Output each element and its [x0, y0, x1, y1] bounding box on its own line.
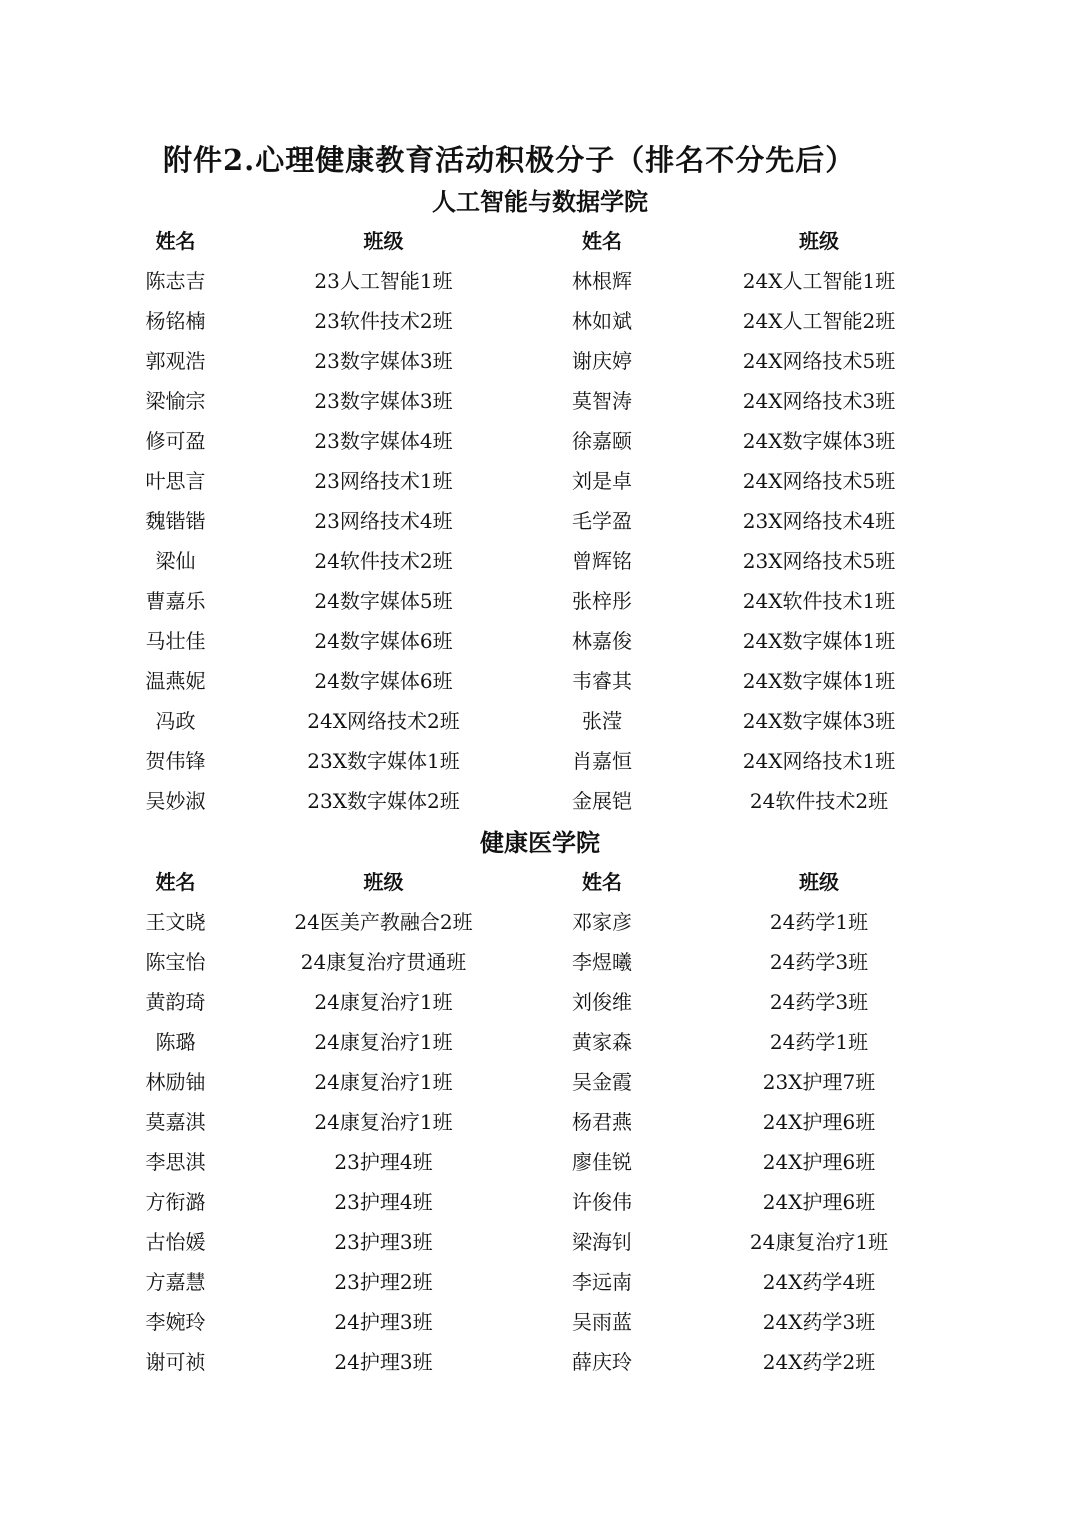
table-row [100, 982, 1060, 1022]
class-name-cell: 24药学3班 [769, 990, 869, 1014]
student-name-cell: 梁海钊 [572, 1230, 632, 1254]
class-name-cell: 24X护理6班 [762, 1110, 876, 1134]
section-title-ai-data: 人工智能与数据学院 [432, 187, 648, 216]
student-name-cell: 黄家森 [572, 1030, 632, 1054]
roster-table-health-medicine [100, 862, 1060, 1382]
class-name-cell: 23护理4班 [334, 1150, 433, 1174]
student-name-cell: 林如斌 [572, 309, 632, 333]
student-name-cell: 李远南 [572, 1270, 632, 1294]
student-name-cell: 梁仙 [155, 549, 196, 573]
class-name-cell: 24X人工智能2班 [742, 309, 896, 333]
table-row [100, 1262, 1060, 1302]
table-row [100, 701, 1060, 741]
class-name-cell: 24数字媒体5班 [314, 589, 453, 613]
student-name-cell: 邓家彦 [572, 910, 632, 934]
class-name-cell: 24X数字媒体1班 [742, 669, 896, 693]
table-row [100, 781, 1060, 821]
table-row [100, 1142, 1060, 1182]
table-row [100, 902, 1060, 942]
document-title: 附件2.心理健康教育活动积极分子（排名不分先后） [163, 143, 856, 177]
table-row [100, 1342, 1060, 1382]
class-name-cell: 23护理3班 [334, 1230, 433, 1254]
student-name-cell: 陈宝怡 [145, 950, 206, 974]
class-name-cell: 24X护理6班 [762, 1150, 876, 1174]
class-name-cell: 23网络技术1班 [314, 469, 453, 493]
class-name-cell: 24X网络技术5班 [742, 349, 896, 373]
student-name-cell: 黄韵琦 [145, 990, 206, 1014]
class-name-cell: 24X网络技术1班 [742, 749, 896, 773]
student-name-cell: 陈璐 [155, 1030, 196, 1054]
student-name-cell: 刘是卓 [572, 469, 632, 493]
student-name-cell: 温燕妮 [145, 669, 206, 693]
class-name-cell: 24药学1班 [769, 1030, 869, 1054]
class-name-cell: 24护理3班 [334, 1310, 433, 1334]
class-name-cell: 23人工智能1班 [314, 269, 453, 293]
table-row [100, 461, 1060, 501]
table-row [100, 942, 1060, 982]
table-row [100, 661, 1060, 701]
column-header-name: 姓名 [582, 870, 622, 894]
table-row [100, 541, 1060, 581]
table-row [100, 1302, 1060, 1342]
column-header-name: 姓名 [582, 229, 622, 253]
class-name-cell: 24康复治疗1班 [314, 1030, 453, 1054]
table-row [100, 381, 1060, 421]
table-row [100, 741, 1060, 781]
student-name-cell: 郭观浩 [145, 349, 206, 373]
student-name-cell: 薛庆玲 [572, 1350, 632, 1374]
student-name-cell: 叶思言 [145, 469, 206, 493]
student-name-cell: 莫嘉淇 [145, 1110, 206, 1134]
student-name-cell: 谢可祯 [145, 1350, 206, 1374]
student-name-cell: 吴金霞 [572, 1070, 632, 1094]
column-header-class: 班级 [363, 229, 404, 253]
class-name-cell: 24数字媒体6班 [314, 629, 453, 653]
student-name-cell: 毛学盈 [572, 509, 632, 533]
student-name-cell: 曾辉铭 [572, 549, 632, 573]
student-name-cell: 曹嘉乐 [145, 589, 206, 613]
table-row [100, 1062, 1060, 1102]
class-name-cell: 24X网络技术3班 [742, 389, 896, 413]
student-name-cell: 林励铀 [145, 1070, 206, 1094]
class-name-cell: 24X药学4班 [762, 1270, 876, 1294]
class-name-cell: 24康复治疗1班 [749, 1230, 889, 1254]
class-name-cell: 23X网络技术4班 [742, 509, 896, 533]
table-row [100, 501, 1060, 541]
student-name-cell: 金展铠 [572, 789, 632, 813]
student-name-cell: 张滢 [582, 709, 622, 733]
class-name-cell: 24康复治疗1班 [314, 1070, 453, 1094]
table-row [100, 1182, 1060, 1222]
roster-table-ai-data [100, 221, 1060, 821]
class-name-cell: 24软件技术2班 [749, 789, 889, 813]
student-name-cell: 陈志吉 [145, 269, 206, 293]
student-name-cell: 梁愉宗 [145, 389, 206, 413]
student-name-cell: 魏锴锴 [145, 509, 206, 533]
student-name-cell: 林根辉 [572, 269, 632, 293]
class-name-cell: 23数字媒体3班 [314, 389, 453, 413]
class-name-cell: 23X护理7班 [762, 1070, 876, 1094]
column-header-name: 姓名 [155, 870, 196, 894]
class-name-cell: 23X数字媒体1班 [307, 749, 460, 773]
student-name-cell: 修可盈 [145, 429, 206, 453]
class-name-cell: 23数字媒体3班 [314, 349, 453, 373]
column-header-class: 班级 [799, 870, 839, 894]
student-name-cell: 古怡媛 [145, 1230, 206, 1254]
table-row [100, 341, 1060, 381]
class-name-cell: 23护理2班 [334, 1270, 433, 1294]
student-name-cell: 李思淇 [145, 1150, 206, 1174]
class-name-cell: 24康复治疗1班 [314, 1110, 453, 1134]
class-name-cell: 24医美产教融合2班 [294, 910, 473, 934]
table-row [100, 1102, 1060, 1142]
class-name-cell: 24X药学3班 [762, 1310, 876, 1334]
table-row [100, 581, 1060, 621]
student-name-cell: 张梓彤 [572, 589, 632, 613]
table-header-row [100, 862, 1060, 902]
student-name-cell: 韦睿其 [572, 669, 632, 693]
class-name-cell: 24X数字媒体1班 [742, 629, 896, 653]
class-name-cell: 23数字媒体4班 [314, 429, 453, 453]
student-name-cell: 冯政 [155, 709, 196, 733]
class-name-cell: 23X数字媒体2班 [307, 789, 460, 813]
student-name-cell: 徐嘉颐 [572, 429, 632, 453]
class-name-cell: 24软件技术2班 [314, 549, 453, 573]
section-title-health-medicine: 健康医学院 [480, 828, 600, 857]
roster-body [100, 261, 1060, 821]
column-header-class: 班级 [799, 229, 839, 253]
class-name-cell: 24X软件技术1班 [742, 589, 896, 613]
table-row [100, 621, 1060, 661]
table-row [100, 301, 1060, 341]
class-name-cell: 24X药学2班 [762, 1350, 876, 1374]
column-header-class: 班级 [363, 870, 404, 894]
student-name-cell: 马壮佳 [145, 629, 206, 653]
student-name-cell: 吴妙淑 [145, 789, 206, 813]
table-row [100, 1022, 1060, 1062]
class-name-cell: 23网络技术4班 [314, 509, 453, 533]
student-name-cell: 许俊伟 [572, 1190, 632, 1214]
student-name-cell: 谢庆婷 [572, 349, 632, 373]
student-name-cell: 廖佳锐 [572, 1150, 632, 1174]
student-name-cell: 李婉玲 [145, 1310, 206, 1334]
student-name-cell: 吴雨蓝 [572, 1310, 632, 1334]
student-name-cell: 莫智涛 [572, 389, 632, 413]
student-name-cell: 杨铭楠 [145, 309, 206, 333]
class-name-cell: 24药学3班 [769, 950, 869, 974]
table-row [100, 261, 1060, 301]
student-name-cell: 林嘉俊 [572, 629, 632, 653]
student-name-cell: 方嘉慧 [145, 1270, 206, 1294]
roster-body [100, 902, 1060, 1382]
class-name-cell: 24X网络技术5班 [742, 469, 896, 493]
class-name-cell: 23软件技术2班 [314, 309, 453, 333]
class-name-cell: 24药学1班 [769, 910, 869, 934]
class-name-cell: 24X数字媒体3班 [742, 709, 896, 733]
student-name-cell: 王文晓 [145, 910, 206, 934]
class-name-cell: 23护理4班 [334, 1190, 433, 1214]
student-name-cell: 李煜曦 [572, 950, 632, 974]
student-name-cell: 杨君燕 [572, 1110, 632, 1134]
student-name-cell: 贺伟锋 [145, 749, 206, 773]
class-name-cell: 24数字媒体6班 [314, 669, 453, 693]
class-name-cell: 24X护理6班 [762, 1190, 876, 1214]
class-name-cell: 24X网络技术2班 [307, 709, 460, 733]
student-name-cell: 肖嘉恒 [572, 749, 632, 773]
class-name-cell: 24护理3班 [334, 1350, 433, 1374]
table-header-row [100, 221, 1060, 261]
table-row [100, 1222, 1060, 1262]
student-name-cell: 刘俊维 [572, 990, 632, 1014]
class-name-cell: 24康复治疗贯通班 [300, 950, 467, 974]
table-row [100, 421, 1060, 461]
column-header-name: 姓名 [155, 229, 196, 253]
student-name-cell: 方衔潞 [145, 1190, 206, 1214]
class-name-cell: 24X数字媒体3班 [742, 429, 896, 453]
class-name-cell: 24X人工智能1班 [742, 269, 896, 293]
class-name-cell: 24康复治疗1班 [314, 990, 453, 1014]
class-name-cell: 23X网络技术5班 [742, 549, 896, 573]
